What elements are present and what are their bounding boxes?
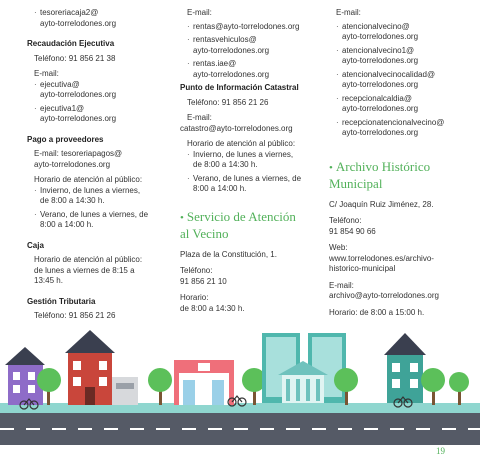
list-item[interactable]: · ejecutiva@ ayto-torrelodones.org [34,80,172,101]
phone-text: 91 854 90 66 [329,226,376,236]
email-label: E-mail: [336,8,361,17]
list-item[interactable]: · recepcionalcaldia@ ayto-torrelodones.org [336,94,474,115]
address-text: Plaza de la Constitución, 1. [180,249,277,259]
web-link[interactable]: historico-municipal [329,264,396,273]
section-title: • Archivo Histórico Municipal [329,158,431,191]
horario-label: Horario de atención al público: [187,139,296,148]
horario-text: de 8:00 a 14:30 h. [180,303,245,313]
list-item[interactable]: · rentasvehiculos@ ayto-torrelodones.org [187,35,328,56]
list-item[interactable]: · atencionalvecinocalidad@ ayto-torrelodones.org [336,70,474,91]
top-email-list [27,8,172,29]
horario-list [27,186,172,231]
email-label: E-mail: [187,113,212,122]
red-house [65,330,115,405]
phone-label: Teléfono: [329,216,362,225]
caja-text: Horario de atención al público: de lunes a viernes de 8:15 a 13:45 h. [34,255,143,285]
bullet-icon: • [180,211,184,224]
list-item[interactable]: · rentas.iae@ ayto-torrelodones.org [187,59,328,80]
email-text[interactable]: archivo@ayto-torrelodones.org [329,291,439,300]
email-list [180,22,328,81]
phone-text: Teléfono: 91 856 21 38 [34,53,116,63]
grey-building [112,377,138,405]
tree [421,368,445,405]
email-text[interactable]: E-mail: tesoreriapagos@ [34,149,123,158]
phone-label: Teléfono: [180,266,213,275]
phone-text: Teléfono: 91 856 21 26 [34,311,116,320]
horario-label: Horario: [180,293,209,302]
column-3 [329,8,474,318]
page-number: 19 [436,446,445,456]
web-label: Web: [329,243,348,252]
email-text[interactable]: catastro@ayto-torrelodones.org [180,123,293,133]
list-item: · Invierno, de lunes a viernes, de 8:00 a 14:30 h. [34,186,172,207]
list-item[interactable]: · atencionalvecino@ ayto-torrelodones.org [336,22,474,43]
email-label: E-mail: [187,8,212,17]
horario-text: Horario: de 8:00 a 15:00 h. [329,307,425,317]
phone-text: 91 856 21 10 [180,276,227,286]
horario-label: Horario de atención al público: [34,175,143,184]
section-heading: Caja [27,240,44,250]
list-item: · tesoreriacaja2@ ayto-torrelodones.org [34,8,172,29]
tree [449,372,469,405]
bullet-icon: • [329,161,333,174]
list-item: · Verano, de lunes a viernes, de 8:00 a 14:00 h. [34,210,172,231]
email-label: E-mail: [329,280,354,290]
section-heading: Punto de Información Catastral [180,83,299,92]
list-item[interactable]: · ejecutiva1@ ayto-torrelodones.org [34,104,172,125]
address-text: C/ Joaquín Ruiz Jiménez, 28. [329,199,434,209]
gym-building [174,360,234,405]
tree [148,368,172,405]
email-text[interactable]: ayto-torrelodones.org [34,159,111,169]
email-label: E-mail: [34,69,59,78]
horario-list [180,150,328,195]
section-title: • Servicio de Atención al Vecino [180,208,296,241]
list-item[interactable]: · recepcionatencionalvecino@ ayto-torrelodones.org [336,118,474,139]
column-2 [180,8,328,314]
list-item: · Invierno, de lunes a viernes, de 8:00 a 14:30 h. [187,150,328,171]
section-heading: Recaudación Ejecutiva [27,39,115,48]
list-item: · Verano, de lunes a viernes, de 8:00 a 14:00 h. [187,174,328,195]
town-illustration [0,325,480,445]
email-list [329,22,474,139]
web-link[interactable]: www.torrelodones.es/archivo- [329,253,434,263]
column-1 [27,8,172,322]
list-item[interactable]: · rentas@ayto-torrelodones.org [187,22,328,33]
phone-text: Teléfono: 91 856 21 26 [187,97,269,107]
list-item[interactable]: · atencionalvecino1@ ayto-torrelodones.org [336,46,474,67]
email-list [27,80,172,125]
section-heading: Pago a proveedores [27,134,104,144]
green-house [384,333,426,403]
section-heading: Gestión Tributaria [27,296,96,306]
